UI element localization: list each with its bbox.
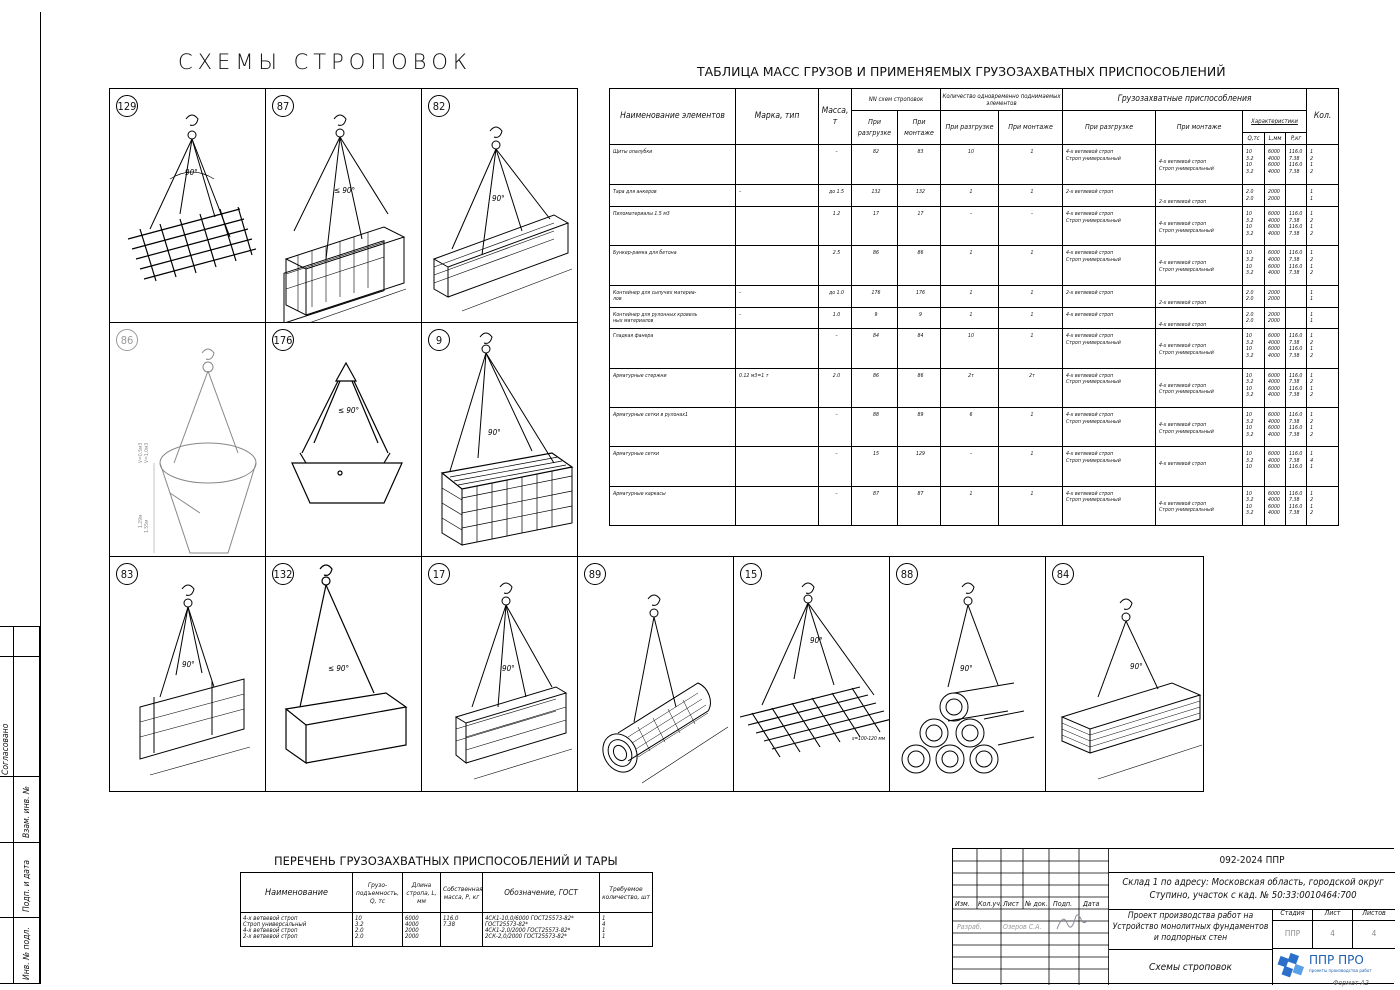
mass-table-title: ТАБЛИЦА МАСС ГРУЗОВ И ПРИМЕНЯЕМЫХ ГРУЗОЗАХВАТНЫХ ПРИСПОСОБЛЕНИЙ [697, 64, 1226, 79]
cell-mass: – [819, 329, 852, 368]
cell-cp: 116.0 7.38 116.0 7.38 [1286, 407, 1307, 446]
dl-col-gost: Обозначение, ГОСТ [483, 873, 600, 913]
mass-table-row [610, 246, 1339, 285]
scheme-9 [421, 322, 578, 557]
dl-caps: 10 3.2 2.0 2.0 [353, 913, 403, 947]
dl-col-len: Длина стропа, L, мм [403, 873, 441, 913]
cell-s2: 83 [898, 145, 941, 185]
title-block [952, 848, 1394, 984]
cell-cq: 10 3.2 10 3.2 [1243, 368, 1265, 407]
cell-s2: 86 [898, 246, 941, 285]
cell-d2: 4-х ветвевой строп [1156, 307, 1243, 329]
cell-s1: 132 [852, 185, 898, 207]
cell-d2: 4-х ветвевой строп Строп универсальный [1156, 246, 1243, 285]
cell-s2: 84 [898, 329, 941, 368]
scheme-88-drawing [890, 557, 1046, 792]
dl-col-qty: Требуемое количество, шт [600, 873, 653, 913]
scheme-129 [109, 88, 266, 323]
cell-d1: 4-х ветвевой строп [1063, 307, 1156, 329]
cell-mark [736, 246, 819, 285]
col-s-unload: При разгрузке [852, 111, 898, 145]
cell-d1: 4-х ветвевой строп Строп универсальный [1063, 407, 1156, 446]
cell-d2: 4-х ветвевой строп Строп универсальный [1156, 486, 1243, 525]
mass-table-row [610, 207, 1339, 246]
stage-value: ППР [1273, 921, 1313, 949]
cell-name: Арматурные каркасы [610, 486, 736, 525]
cell-q2: 1 [999, 185, 1063, 207]
cell-s1: 17 [852, 207, 898, 246]
cell-mass: 1.0 [819, 307, 852, 329]
scheme-number: 15 [740, 563, 762, 585]
mesh-step-label: s=100-120 мм [852, 736, 886, 742]
col-chars: Характеристики [1243, 111, 1307, 133]
scheme-132 [265, 556, 422, 792]
cell-q1: 1 [941, 486, 999, 525]
cell-q1: 1 [941, 307, 999, 329]
cell-d1: 4-х ветвевой строп Строп универсальный [1063, 368, 1156, 407]
angle-label: 90° [1130, 662, 1143, 671]
sheet-name: Схемы строповок [1109, 949, 1273, 985]
col-schemes: NN схем строповок [852, 89, 941, 111]
scheme-132-drawing [266, 557, 422, 792]
sheet-title: СХЕМЫ СТРОПОВОК [178, 50, 473, 74]
dl-qtys: 1 4 1 1 [600, 913, 653, 947]
cell-cl: 6000 4000 6000 4000 [1265, 329, 1286, 368]
col-q-mount: При монтаже [999, 111, 1063, 145]
scheme-82-drawing [422, 89, 578, 323]
cell-s2: 17 [898, 207, 941, 246]
cell-d1: 4-х ветвевой строп Строп универсальный [1063, 447, 1156, 486]
cell-cl: 2000 2000 [1265, 285, 1286, 307]
angle-label: 90° [960, 664, 973, 673]
cell-mark: – [736, 185, 819, 207]
cell-k: 1 2 1 2 [1307, 329, 1339, 368]
dl-col-mass: Собственная масса, Р, кг [441, 873, 483, 913]
mass-table-row [610, 307, 1339, 329]
cell-s2: 87 [898, 486, 941, 525]
mass-table-row [610, 447, 1339, 486]
cell-k: 1 1 [1307, 285, 1339, 307]
cell-q2: – [999, 207, 1063, 246]
mass-table-row [610, 368, 1339, 407]
cell-mass: 2.5 [819, 246, 852, 285]
col-name: Наименование элементов [610, 89, 736, 145]
scheme-84 [1045, 556, 1204, 792]
scheme-83-drawing [110, 557, 266, 792]
cell-s1: 88 [852, 407, 898, 446]
cell-d1: 4-х ветвевой строп Строп универсальный [1063, 486, 1156, 525]
cell-k: 1 2 1 2 [1307, 368, 1339, 407]
cell-cp: 116.0 7.38 116.0 7.38 [1286, 145, 1307, 185]
razrab-name: Озеров С.А. [1003, 923, 1042, 931]
agreed-label: Согласовано [1, 723, 11, 775]
col-qty: Количество одновременно поднимаемых элементов [941, 89, 1063, 111]
dl-names: 4-х ветвевой строп Строп универсальный 4-х ветвевой строп 2-х ветвевой строп [241, 913, 353, 947]
scheme-number: 9 [428, 329, 450, 351]
scheme-number: 86 [116, 329, 138, 351]
cell-cq: 2.0 2.0 [1243, 185, 1265, 207]
sheets-value: 4 [1353, 921, 1395, 949]
scheme-88 [889, 556, 1046, 792]
col-d-mount: При монтаже [1156, 111, 1243, 145]
cell-cp: 116.0 7.38 116.0 7.38 [1286, 486, 1307, 525]
cell-s1: 9 [852, 307, 898, 329]
cell-mark: 0.12 м3=1 т [736, 368, 819, 407]
h-podp: Подп. [1053, 900, 1073, 908]
h-sheet: Лист [1313, 909, 1353, 921]
cell-cp [1286, 285, 1307, 307]
cell-s1: 82 [852, 145, 898, 185]
cell-q2: 1 [999, 447, 1063, 486]
cell-cq: 10 3.2 10 3.2 [1243, 407, 1265, 446]
cell-cl: 6000 4000 6000 [1265, 447, 1286, 486]
h-izm: Изм. [955, 900, 970, 908]
cell-mass: 2.0 [819, 368, 852, 407]
cell-mass: – [819, 407, 852, 446]
cell-d2: 2-х ветвевой строп [1156, 185, 1243, 207]
cell-cq: 10 3.2 10 [1243, 447, 1265, 486]
col-l: L,мм [1265, 133, 1286, 145]
cell-mark [736, 486, 819, 525]
scheme-17-drawing [422, 557, 578, 792]
cell-cq: 10 3.2 10 3.2 [1243, 486, 1265, 525]
scheme-82 [421, 88, 578, 323]
cell-cp: 116.0 7.38 116.0 7.38 [1286, 246, 1307, 285]
cell-name: Бункер-рамка для бетона [610, 246, 736, 285]
cell-cp [1286, 185, 1307, 207]
dim-label: V=1.0м3 [144, 442, 150, 463]
scheme-86-drawing [110, 323, 266, 557]
cell-name: Пиломатериалы 1.5 м3 [610, 207, 736, 246]
cell-cl: 6000 4000 6000 4000 [1265, 368, 1286, 407]
col-kol: Кол. [1307, 89, 1339, 145]
cell-cq: 2.0 2.0 [1243, 307, 1265, 329]
project-name: Проект производства работ на Устройство монолитных фундаментов и подпорных стен [1109, 909, 1273, 949]
cell-cl: 2000 2000 [1265, 307, 1286, 329]
col-s-mount: При монтаже [898, 111, 941, 145]
cell-d2: 4-х ветвевой строп Строп универсальный [1156, 407, 1243, 446]
inv-replace-label: Взам. инв. № [22, 786, 32, 838]
cell-cl: 6000 4000 6000 4000 [1265, 145, 1286, 185]
cell-q2: 1 [999, 407, 1063, 446]
dl-gosts: 4СК1-10,0/6000 ГОСТ25573-82* ГОСТ25573-82* 4СК1-2,0/2000 ГОСТ25573-82* 2СК-2,0/2000 ГОСТ25573-82* [483, 913, 600, 947]
cell-mass: – [819, 145, 852, 185]
cell-k: 1 1 [1307, 185, 1339, 207]
cell-s1: 86 [852, 246, 898, 285]
cell-s1: 87 [852, 486, 898, 525]
cell-d2: 4-х ветвевой строп Строп универсальный [1156, 207, 1243, 246]
cell-d2: 4-х ветвевой строп [1156, 447, 1243, 486]
cell-q2: 1 [999, 486, 1063, 525]
cell-mark: – [736, 285, 819, 307]
devices-list-title: ПЕРЕЧЕНЬ ГРУЗОЗАХВАТНЫХ ПРИСПОСОБЛЕНИЙ И ТАРЫ [274, 854, 618, 868]
angle-label: 90° [185, 168, 198, 177]
scheme-number: 176 [272, 329, 294, 351]
cell-cl: 6000 4000 6000 4000 [1265, 207, 1286, 246]
cell-cq: 2.0 2.0 [1243, 285, 1265, 307]
cell-s1: 84 [852, 329, 898, 368]
cell-q1: 2т [941, 368, 999, 407]
cell-q1: 10 [941, 145, 999, 185]
angle-label: ≤ 90° [338, 406, 360, 415]
format-label: Формат А2 [1333, 979, 1369, 987]
cell-k: 1 2 1 2 [1307, 246, 1339, 285]
cell-s2: 86 [898, 368, 941, 407]
h-ndoc: № док. [1025, 900, 1048, 908]
cell-s2: 132 [898, 185, 941, 207]
cell-q2: 1 [999, 246, 1063, 285]
scheme-15 [733, 556, 890, 792]
cell-k: 1 2 1 2 [1307, 145, 1339, 185]
cell-mass: 1.2 [819, 207, 852, 246]
col-devices: Грузозахватные приспособления [1063, 89, 1307, 111]
scheme-number: 87 [272, 95, 294, 117]
signature-image [1053, 911, 1089, 935]
dim-label: 1.29м [138, 514, 144, 528]
cell-q1: 1 [941, 185, 999, 207]
inv-orig-label: Инв. № подл. [22, 927, 32, 980]
cell-s1: 86 [852, 368, 898, 407]
cell-s1: 176 [852, 285, 898, 307]
cell-k: 1 1 [1307, 307, 1339, 329]
cell-name: Контейнер для сыпучих материа- лов [610, 285, 736, 307]
cell-name: Арматурные сетки в рулонах1 [610, 407, 736, 446]
scheme-176 [265, 322, 422, 557]
cell-k: 1 4 1 [1307, 447, 1339, 486]
dl-col-cap: Грузо-подъемность, Q, тс [353, 873, 403, 913]
scheme-89-drawing [578, 557, 734, 792]
scheme-84-drawing [1046, 557, 1204, 792]
cell-s1: 15 [852, 447, 898, 486]
cell-mark [736, 329, 819, 368]
cell-mark [736, 207, 819, 246]
scheme-87 [265, 88, 422, 323]
cell-s2: 9 [898, 307, 941, 329]
cell-d2: 4-х ветвевой строп Строп универсальный [1156, 329, 1243, 368]
sheet-value: 4 [1313, 921, 1353, 949]
cell-name: Арматурные сетки [610, 447, 736, 486]
object-address: Склад 1 по адресу: Московская область, городской округ Ступино, участок с кад. № 50:33:0010464:700 [1122, 877, 1384, 901]
col-q: Q,тс [1243, 133, 1265, 145]
cell-cp: 116.0 7.38 116.0 7.38 [1286, 329, 1307, 368]
mass-table-row [610, 145, 1339, 185]
angle-label: 90° [492, 194, 505, 203]
cell-q2: 1 [999, 307, 1063, 329]
logo-subtext: проекты производства работ [1309, 969, 1372, 974]
scheme-129-drawing [110, 89, 266, 323]
cell-q1: 1 [941, 246, 999, 285]
mass-table-row [610, 285, 1339, 307]
cell-mark [736, 145, 819, 185]
cell-s2: 129 [898, 447, 941, 486]
mass-table [609, 88, 1339, 526]
angle-label: 90° [502, 664, 515, 673]
cell-mass: до 1.5 [819, 185, 852, 207]
cell-mark: – [736, 307, 819, 329]
scheme-89 [577, 556, 734, 792]
dl-col-name: Наименование [241, 873, 353, 913]
scheme-17 [421, 556, 578, 792]
angle-label: 90° [810, 636, 823, 645]
cell-cq: 10 3.2 10 3.2 [1243, 329, 1265, 368]
cell-cl: 6000 4000 6000 4000 [1265, 486, 1286, 525]
cell-mass: – [819, 486, 852, 525]
cell-cl: 6000 4000 6000 4000 [1265, 246, 1286, 285]
cell-cq: 10 3.2 10 3.2 [1243, 207, 1265, 246]
cell-cp: 116.0 7.38 116.0 7.38 [1286, 368, 1307, 407]
scheme-number: 89 [584, 563, 606, 585]
mass-table-row [610, 329, 1339, 368]
cell-q1: 6 [941, 407, 999, 446]
cell-cq: 10 3.2 10 3.2 [1243, 246, 1265, 285]
dim-label: 1.55м [144, 519, 150, 533]
h-sheets: Листов [1353, 909, 1395, 921]
col-mass: Масса, т [819, 89, 852, 145]
mass-table-body [610, 145, 1339, 526]
cell-cl: 6000 4000 6000 4000 [1265, 407, 1286, 446]
scheme-number: 129 [116, 95, 138, 117]
cell-q2: 1 [999, 285, 1063, 307]
cell-cp [1286, 307, 1307, 329]
scheme-86 [109, 322, 266, 557]
dl-lens: 6000 4000 2000 2000 [403, 913, 441, 947]
cell-q2: 2т [999, 368, 1063, 407]
scheme-number: 82 [428, 95, 450, 117]
cell-name: Гладкая фанера [610, 329, 736, 368]
cell-d1: 4-х ветвевой строп Строп универсальный [1063, 246, 1156, 285]
cell-q1: – [941, 207, 999, 246]
scheme-number: 83 [116, 563, 138, 585]
scheme-number: 132 [272, 563, 294, 585]
dim-label: V=0.5м3 [138, 442, 144, 463]
cell-mark [736, 447, 819, 486]
cell-d1: 4-х ветвевой строп Строп универсальный [1063, 329, 1156, 368]
sign-date-label: Подп. и дата [22, 859, 32, 912]
cell-name: Контейнер для рулонных кровель ных материалов [610, 307, 736, 329]
col-d-unload: При разгрузке [1063, 111, 1156, 145]
cell-k: 1 2 1 2 [1307, 486, 1339, 525]
devices-list-table [240, 872, 653, 947]
cell-cp: 116.0 7.38 116.0 [1286, 447, 1307, 486]
cell-cp: 116.0 7.38 116.0 7.38 [1286, 207, 1307, 246]
scheme-83 [109, 556, 266, 792]
cell-name: Арматурные стержни [610, 368, 736, 407]
cell-name: Тара для анкеров [610, 185, 736, 207]
h-data: Дата [1083, 900, 1100, 908]
cell-d2: 2-х ветвевой строп [1156, 285, 1243, 307]
col-p: P,кг [1286, 133, 1307, 145]
cell-q1: 1 [941, 285, 999, 307]
cell-k: 1 2 1 2 [1307, 407, 1339, 446]
cell-d1: 4-х ветвевой строп Строп универсальный [1063, 207, 1156, 246]
cell-q2: 1 [999, 329, 1063, 368]
mass-table-row [610, 407, 1339, 446]
col-q-unload: При разгрузке [941, 111, 999, 145]
cell-mark [736, 407, 819, 446]
cell-d1: 2-х ветвевой строп [1063, 285, 1156, 307]
h-list: Лист [1003, 900, 1019, 908]
cell-mass: до 1.0 [819, 285, 852, 307]
cell-d2: 4-х ветвевой строп Строп универсальный [1156, 368, 1243, 407]
scheme-15-drawing [734, 557, 890, 792]
cell-k: 1 2 1 2 [1307, 207, 1339, 246]
scheme-number: 17 [428, 563, 450, 585]
dl-masses: 116.0 7.38 [441, 913, 483, 947]
scheme-number: 88 [896, 563, 918, 585]
cell-mass: – [819, 447, 852, 486]
scheme-176-drawing [266, 323, 422, 557]
scheme-number: 84 [1052, 563, 1074, 585]
scheme-87-drawing [266, 89, 422, 323]
scheme-9-drawing [422, 323, 578, 557]
doc-code: 092-2024 ППР [1109, 849, 1395, 873]
angle-label: ≤ 90° [334, 186, 356, 195]
cell-s2: 176 [898, 285, 941, 307]
cell-q1: 10 [941, 329, 999, 368]
cell-name: Щиты опалубки [610, 145, 736, 185]
col-mark: Марка, тип [736, 89, 819, 145]
logo-text: ППР ПРО [1309, 953, 1364, 967]
angle-label: ≤ 90° [328, 664, 350, 673]
logo-icon [1277, 951, 1307, 981]
cell-cl: 2000 2000 [1265, 185, 1286, 207]
mass-table-row [610, 486, 1339, 525]
mass-table-row [610, 185, 1339, 207]
cell-d1: 4-х ветвевой строп Строп универсальный [1063, 145, 1156, 185]
cell-q1: – [941, 447, 999, 486]
h-kol: Кол.уч. [978, 900, 1002, 908]
angle-label: 90° [182, 660, 195, 669]
cell-cq: 10 3.2 10 3.2 [1243, 145, 1265, 185]
angle-label: 90° [488, 428, 501, 437]
razrab-label: Разраб. [957, 923, 982, 931]
cell-d2: 4-х ветвевой строп Строп универсальный [1156, 145, 1243, 185]
h-stage: Стадия [1273, 909, 1313, 921]
cell-s2: 89 [898, 407, 941, 446]
cell-d1: 2-х ветвевой строп [1063, 185, 1156, 207]
cell-q2: 1 [999, 145, 1063, 185]
